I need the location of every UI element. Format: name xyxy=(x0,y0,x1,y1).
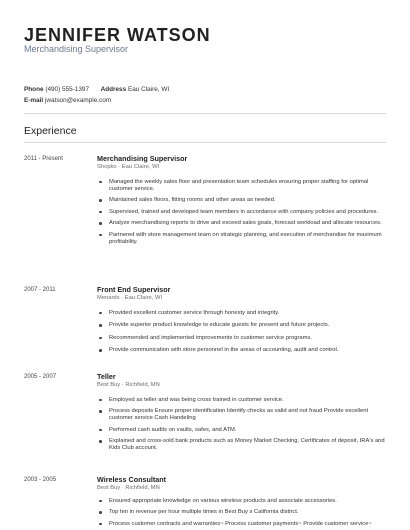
address-value: Eau Claire, WI xyxy=(127,86,170,93)
bullet-item: Recommended and implemented improvements to customer service programs. xyxy=(97,335,389,342)
job-details xyxy=(97,285,389,354)
bullet-item: Partnered with store management team on strategic planning, and execution of merchandise for maximum profitability. xyxy=(97,232,389,246)
job-bullets xyxy=(97,498,389,528)
email-label: E-mail xyxy=(24,97,44,104)
bullet-item: Supervised, trained and developed team members in accordance with company policies and procedures. xyxy=(97,209,389,216)
experience-divider xyxy=(24,142,386,143)
job-company: Menards · Eau Claire, WI xyxy=(97,294,163,301)
candidate-title: Merchandising Supervisor xyxy=(24,44,129,54)
job-company: Best Buy · Richfield, MN xyxy=(97,381,160,388)
job-title: Front End Supervisor xyxy=(97,285,171,294)
bullet-item: Process customer contracts and warranties~ Process customer payments~ Provide customer service~ xyxy=(97,521,389,528)
email-value: jwatson@example.com xyxy=(44,97,112,104)
job-bullets xyxy=(97,179,389,246)
bullet-item: Process deposits Ensure proper identification Identify checks as valid and not fraud Provide excellent customer service Cash Handeling xyxy=(97,408,389,422)
bullet-item: Managed the weekly sales floor and presentation team schedules ensuring proper staffing for optimal customer service. xyxy=(97,179,389,193)
job-bullets xyxy=(97,310,389,355)
bullet-item: Provide superior product knowledge to educate guests for present and future projects. xyxy=(97,322,389,329)
job-title: Wireless Consultant xyxy=(97,475,167,484)
bullet-item: Maintained sales floors, fitting rooms and other areas as needed. xyxy=(97,197,389,204)
job-dates: 2003 - 2005 xyxy=(24,477,57,483)
phone-label: Phone xyxy=(24,86,44,93)
bullet-item: Ensured appropriate knowledge on various wireless products and associate accessories. xyxy=(97,498,389,505)
address-label: Address xyxy=(100,86,127,93)
job-company: Shopko · Eau Claire, WI xyxy=(97,163,160,170)
contact-line-2 xyxy=(24,97,111,105)
job-title: Teller xyxy=(97,372,116,381)
header-divider xyxy=(24,113,386,114)
bullet-item: Employed as teller and was being cross trained in customer service. xyxy=(97,397,389,404)
experience-heading: Experience xyxy=(24,125,77,137)
bullet-item: Explained and cross-sold bank products such as Money Market Checking, Certificates of deposit, IRA's and Kids Club account. xyxy=(97,438,389,452)
candidate-name: JENNIFER WATSON xyxy=(24,25,211,45)
phone-value: (490) 555-1397 xyxy=(45,86,90,93)
bullet-item: Provided excellent customer service through honesty and integrity. xyxy=(97,310,389,317)
job-details xyxy=(97,475,389,528)
job-details xyxy=(97,372,389,452)
job-dates: 2005 - 2007 xyxy=(24,374,57,380)
job-bullets xyxy=(97,397,389,453)
job-dates: 2007 - 2011 xyxy=(24,287,56,293)
bullet-item: Performed cash audits on vaults, safes, and ATM. xyxy=(97,427,389,434)
job-details xyxy=(97,154,389,246)
bullet-item: Analyze merchandising reports to drive and exceed sales goals, forecast workload and allocate resources. xyxy=(97,220,389,227)
job-company: Best Buy · Richfield, MN xyxy=(97,484,160,491)
contact-line-1 xyxy=(24,86,169,94)
bullet-item: Top ten in revenue per hour multiple times in Best Buy s California district. xyxy=(97,509,389,516)
bullet-item: Provide communication with store personnel in the areas of accounting, audit and control. xyxy=(97,347,389,354)
job-dates: 2011 - Present xyxy=(24,156,63,162)
job-title: Merchandising Supervisor xyxy=(97,154,188,163)
